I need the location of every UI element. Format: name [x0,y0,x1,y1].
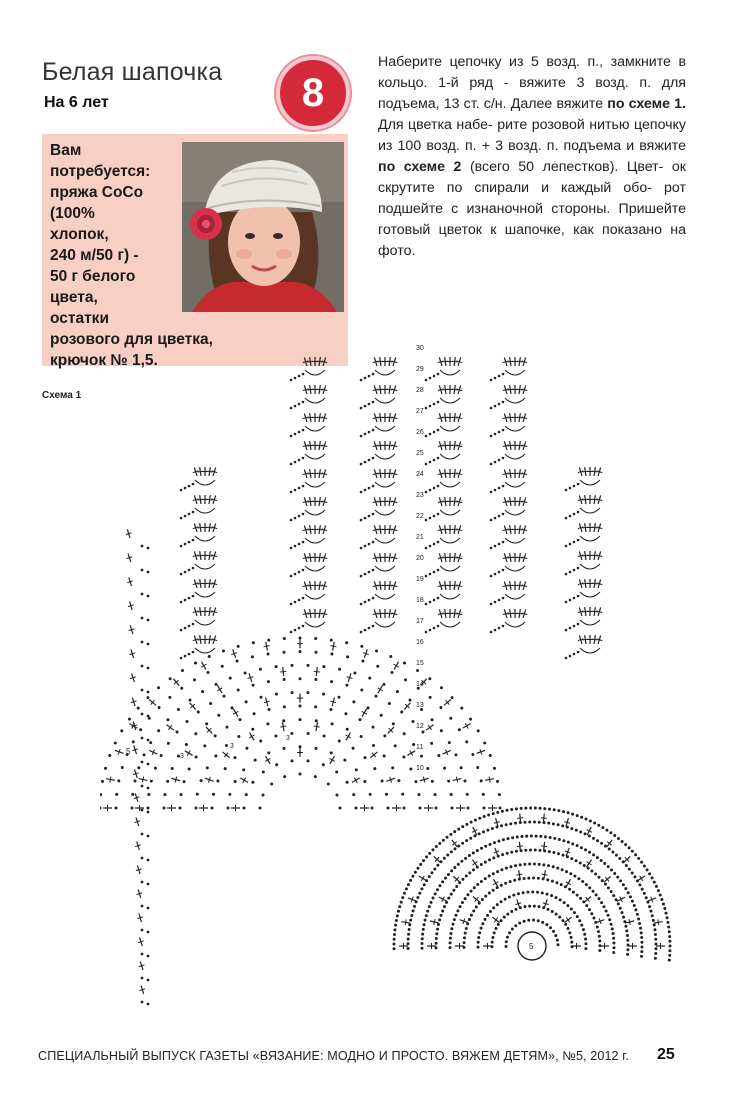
row-number: 22 [416,513,424,520]
row-number: 24 [416,471,424,478]
row-number: 17 [416,618,424,625]
product-photo [182,142,344,312]
row-number: 10 [416,765,424,772]
side-row-label: 5 [126,747,131,756]
page-number: 25 [657,1046,675,1063]
pattern-number-badge [276,56,350,130]
row-number: 27 [416,408,424,415]
row-number: 30 [416,345,424,352]
footer-text: СПЕЦИАЛЬНЫЙ ВЫПУСК ГАЗЕТЫ «ВЯЗАНИЕ: МОДНО И ПРОСТО. ВЯЖЕМ ДЕТЯМ», №5, 2012 г. [38,1049,630,1063]
row-number: 26 [416,429,424,436]
scheme2-ref: по схеме 2 [378,159,462,175]
row-number: 19 [416,576,424,583]
inner-row-label: 3 [230,743,234,750]
pattern-title: Белая шапочка [42,58,223,86]
row-number: 16 [416,639,424,646]
row-number: 29 [416,366,424,373]
row-number: 14 [416,681,424,688]
row-number: 25 [416,450,424,457]
row-number: 23 [416,492,424,499]
instructions-text: Наберите цепочку из 5 возд. п., замкните в кольцо. 1-й ряд - вяжите 3 возд. п. для подъема, 13 ст. с/н. Далее вяжите по схеме 1. Для цветка набе- рите розовой нитью цепочку из 100 возд. п. + 3 возд. п. подъема и вяжите по схеме 2 (всего 50 лепестков). Цвет- ок скрутите по спирали и каждый обо- рот подшейте с изнаночной стороны. Пришейте готовый цветок к шапочке, как показано на фото. [378,54,687,259]
row-number: 11 [416,744,424,751]
scheme1-ref: по схеме 1. [607,96,686,112]
crochet-diagram [100,338,700,1038]
inner-row-label: 3 [180,753,184,760]
row-number: 20 [416,555,424,562]
row-number: 15 [416,660,424,667]
girl-in-hat-photo [182,142,344,312]
materials-list: Вам потребуется: пряжа СоСо (100% хлопок, 240 м/50 г) - 50 г белого цвета, остатки розового для цветка, крючок № 1,5. [50,142,213,369]
row-number: 28 [416,387,424,394]
row-number: 18 [416,597,424,604]
badge-number: 8 [301,70,325,115]
row-number: 21 [416,534,424,541]
scheme-label: Схема 1 [42,390,82,401]
age-subtitle: На 6 лет [44,94,109,111]
medallion-center-label: 5 [529,942,534,951]
row-number: 12 [416,723,424,730]
inner-row-label: 3 [286,735,290,742]
row-number: 13 [416,702,424,709]
